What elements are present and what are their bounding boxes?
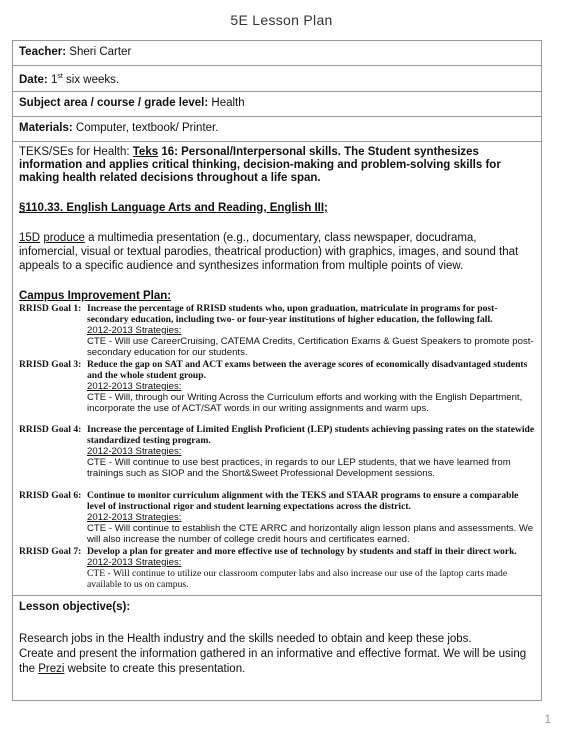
goal-text: Increase the percentage of RRISD students who, upon graduation, matriculate in programs for post-secondary education, including two- or four-year institutions of higher education, the following fall.: [87, 302, 498, 325]
goal-strategies: 2012-2013 Strategies:: [87, 556, 182, 568]
goal-1: [19, 303, 535, 359]
standard-text: a multimedia presentation (e.g., documentary, class newspaper, docudrama, infomercial, visual or textual parodies, theatrical production) with graphics, images, and sound that appeals to a specific audience and synthesizes information from multiple points of view.: [19, 231, 519, 272]
document-title: 5E Lesson Plan: [230, 12, 333, 28]
materials-row: [13, 116, 542, 141]
teacher-label: Teacher:: [19, 46, 67, 58]
goal-cte: CTE - Will, through our Writing Across the Curriculum efforts and working with the English Department, incorporate the use of ACT/SAT words in our writing assignments and warm ups.: [87, 391, 523, 415]
goal-6: [19, 490, 535, 546]
goal-text: Continue to monitor curriculum alignment with the TEKS and STAAR programs to ensure a comparable level of instructional rigor and student learning expectations across the district.: [87, 489, 519, 512]
teacher-cell: [13, 41, 542, 66]
date-value: 1: [47, 73, 58, 86]
lesson-objective-p2: [19, 647, 535, 677]
lesson-objective-p1: Research jobs in the Health industry and the skills needed to obtain and keep these jobs.: [19, 632, 472, 645]
goal-strategies: 2012-2013 Strategies:: [87, 511, 182, 523]
goal-body: [87, 424, 535, 480]
lesson-objective-cell: [13, 595, 542, 700]
goal-text: Develop a plan for greater and more effective use of technology by students and staff in their direct work.: [87, 545, 517, 557]
goal-body: [87, 359, 535, 415]
materials-cell: [13, 116, 542, 141]
materials-label: Materials:: [19, 121, 73, 134]
standards-cell: [13, 141, 542, 595]
goal-body: [87, 546, 535, 591]
goal-cte: CTE - Will continue to establish the CTE ARRC and horizontally align lesson plans and assessments. We will also increase the number of college credit hours and certificates earned.: [87, 522, 534, 546]
cip-heading: Campus Improvement Plan:: [19, 289, 172, 302]
standard-num: 15D: [19, 231, 41, 244]
goal-text: Reduce the gap on SAT and ACT exams between the average scores of economically disadvantaged students and the whole student group.: [87, 358, 528, 381]
teks-prefix: TEKS/SEs for Health:: [19, 145, 133, 158]
standards-row: [13, 141, 542, 595]
goal-strategies: 2012-2013 Strategies:: [87, 380, 182, 392]
standard-verb: produce: [43, 231, 85, 244]
goal-text: Increase the percentage of Limited English Proficient (LEP) students achieving passing rates on the statewide standardized testing program.: [87, 423, 535, 446]
goal-label: RRISD Goal 4:: [19, 423, 82, 435]
teacher-row: [13, 41, 542, 66]
teacher-value: Sheri Carter: [66, 46, 132, 58]
goal-cte: CTE - Will continue to utilize our classroom computer labs and also increase our use of the laptop carts made available to us on campus.: [87, 567, 508, 591]
goal-body: [87, 490, 535, 546]
lesson-objective-heading: Lesson objective(s):: [19, 600, 131, 613]
subject-cell: [13, 91, 542, 116]
teks-paragraph: [19, 146, 535, 185]
goal-label: RRISD Goal 7:: [19, 545, 82, 557]
date-ordinal: st: [57, 73, 63, 80]
goal-cte: CTE - Will continue to use best practices, in regards to our LEP students, that we have learned from trainings such as SIOP and the Short&Sweet Professional Development sessions.: [87, 456, 511, 480]
date-cell: [13, 66, 542, 92]
subject-label: Subject area / course / grade level:: [19, 96, 209, 109]
goal-7: [19, 546, 535, 591]
goal-label: RRISD Goal 3:: [19, 358, 82, 370]
date-row: [13, 66, 542, 92]
lesson-objective-row: [13, 595, 542, 700]
date-label: Date:: [19, 73, 48, 86]
goal-label: RRISD Goal 1:: [19, 302, 82, 314]
teks-word: Teks: [132, 145, 159, 158]
materials-value: Computer, textbook/ Printer.: [72, 121, 219, 134]
prezi-word: Prezi: [38, 662, 65, 675]
goal-label: RRISD Goal 6:: [19, 489, 82, 501]
goal-body: [87, 303, 535, 359]
goal-3: [19, 359, 535, 415]
english-heading: §110.33. English Language Arts and Reading, English III;: [19, 201, 328, 214]
p2-text-b: website to create this presentation.: [64, 662, 246, 675]
date-value-rest: six weeks.: [62, 73, 120, 86]
lesson-plan-table: [12, 40, 542, 701]
p2-text-a: Create and present the information gathered in an informative and effective format. We will be using the: [19, 647, 527, 675]
goal-strategies: 2012-2013 Strategies:: [87, 324, 182, 336]
teks-body: 16: Personal/Interpersonal skills. The Student synthesizes information and applies critical thinking, decision-making and problem-solving skills for making health related decisions throughout a life span.: [19, 145, 501, 184]
subject-row: [13, 91, 542, 116]
goal-strategies: 2012-2013 Strategies:: [87, 445, 182, 457]
page-number: 1: [544, 712, 551, 726]
goal-4: [19, 424, 535, 480]
subject-value: Health: [208, 96, 245, 109]
standard-15d: [19, 231, 535, 273]
goal-cte: CTE - Will use CareerCruising, CATEMA Credits, Certification Exams & Guest Speakers to promote post-secondary education for our students.: [87, 335, 534, 359]
